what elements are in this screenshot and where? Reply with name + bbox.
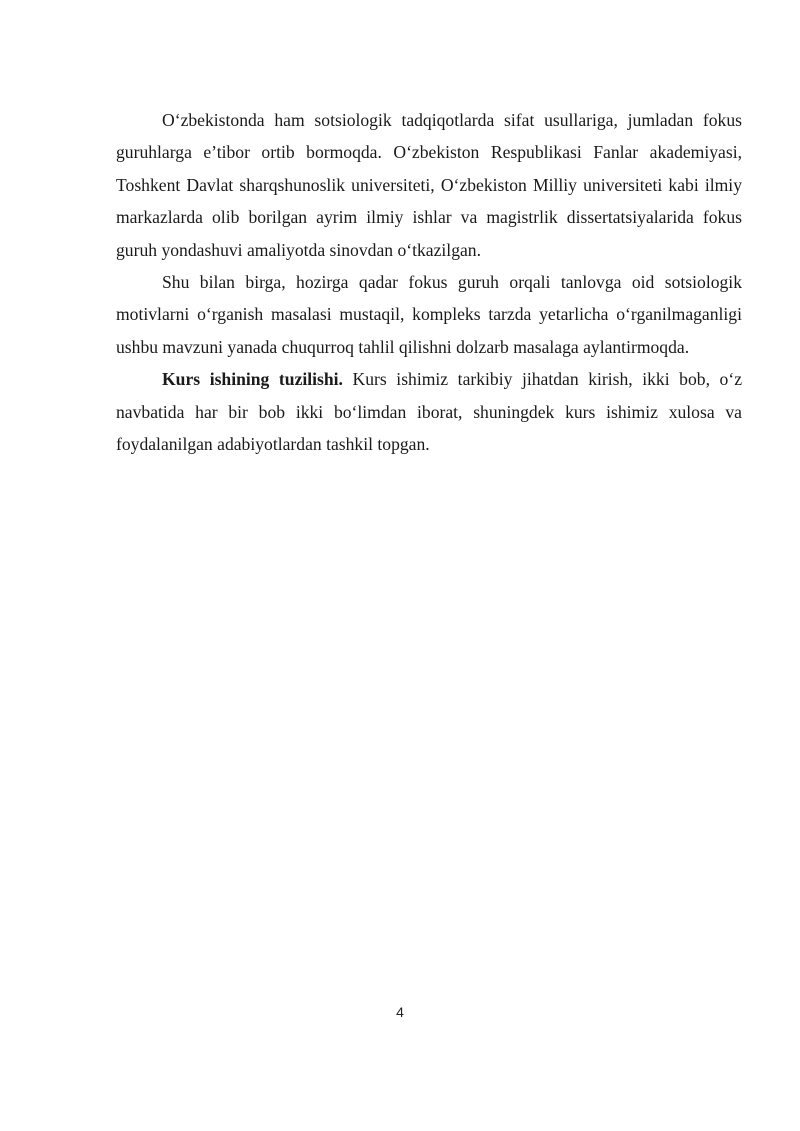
paragraph-intro bbox=[116, 104, 742, 266]
body-text bbox=[116, 104, 742, 460]
paragraph-structure bbox=[116, 363, 742, 460]
paragraph-text: Kurs ishimiz tarkibiy jihatdan kirish, ikki bob, o‘z navbatida har bir bob ikki bo‘limdan iborat, shuningdek kurs ishimiz xulosa va foydalanilgan adabiyotlardan tashkil topgan. bbox=[116, 369, 742, 455]
paragraph-text: Shu bilan birga, hozirga qadar fokus guruh orqali tanlovga oid sotsiologik motivlarni o‘rganish masalasi mustaqil, kompleks tarzda yetarlicha o‘rganilmaganligi ushbu mavzuni yanada chuqurroq tahlil qilishni dolzarb masalaga aylantirmoqda. bbox=[116, 272, 742, 357]
page-number: 4 bbox=[396, 1004, 404, 1020]
paragraph-heading: Kurs ishining tuzilishi. bbox=[162, 369, 343, 390]
paragraph-text: O‘zbekistonda ham sotsiologik tadqiqotlarda sifat usullariga, jumladan fokus guruhlarga e’tibor ortib bormoqda. O‘zbekiston Respublikasi Fanlar akademiyasi, Toshkent Davlat sharqshunoslik universiteti, O‘zbekiston Milliy universiteti kabi ilmiy markazlarda olib borilgan ayrim ilmiy ishlar va magistrlik dissertatsiyalarida fokus guruh yondashuvi amaliyotda sinovdan o‘tkazilgan. bbox=[116, 110, 742, 260]
paragraph-relevance bbox=[116, 266, 742, 363]
